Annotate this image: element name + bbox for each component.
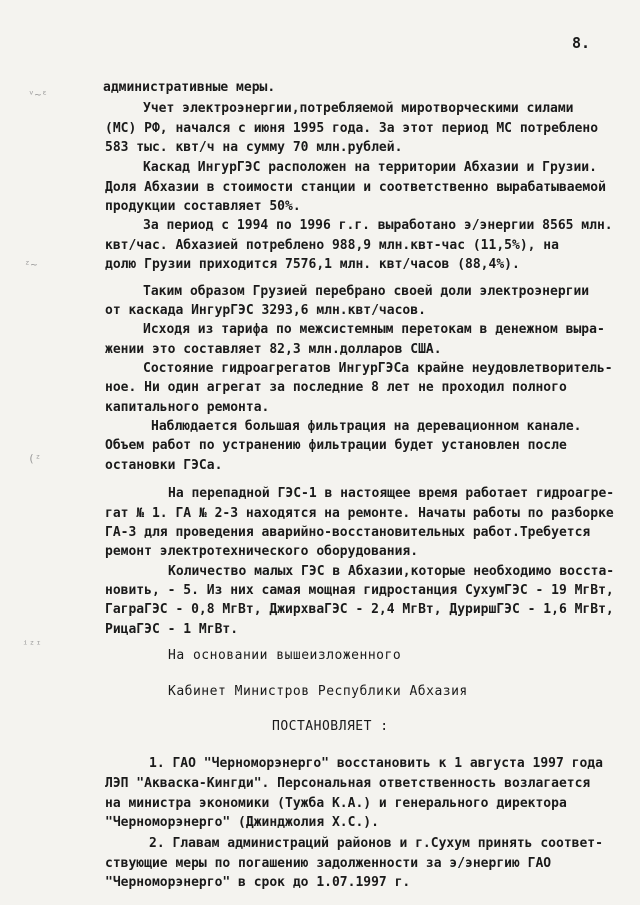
text-line: Каскад ИнгурГЭС расположен на территории Абхазии и Грузии. bbox=[143, 160, 597, 175]
text-line: от каскада ИнгурГЭС 3293,6 млн.квт/часов. bbox=[105, 303, 426, 318]
margin-mark: ᶻ~ bbox=[24, 258, 38, 271]
text-line: 583 тыс. квт/ч на сумму 70 млн.рублей. bbox=[105, 140, 403, 155]
text-line: квт/час. Абхазией потреблено 988,9 млн.квт-час (11,5%), на bbox=[105, 238, 559, 253]
text-line: 1. ГАО "Черноморэнерго" восстановить к 1 августа 1997 года bbox=[149, 756, 603, 771]
text-line: На перепадной ГЭС-1 в настоящее время работает гидроагре- bbox=[168, 486, 615, 501]
text-line: 2. Главам администраций районов и г.Сухум принять соответ- bbox=[149, 836, 603, 851]
text-line: гат № 1. ГА № 2-3 находятся на ремонте. Начаты работы по разборке bbox=[105, 506, 614, 521]
text-line: "Черноморэнерго" в срок до 1.07.1997 г. bbox=[105, 875, 411, 890]
text-line: На основании вышеизложенного bbox=[168, 648, 402, 663]
decree-heading: ПОСТАНОВЛЯЕТ : bbox=[272, 719, 389, 734]
text-line: ремонт электротехнического оборудования. bbox=[105, 544, 419, 559]
text-line: ствующие меры по погашению задолженности за э/энергию ГАО bbox=[105, 856, 552, 871]
text-line: Доля Абхазии в стоимости станции и соответственно вырабатываемой bbox=[105, 180, 606, 195]
text-line: ГаграГЭС - 0,8 МгВт, ДжирхваГЭС - 2,4 МгВт, ДуриршГЭС - 1,6 МгВт, bbox=[105, 602, 614, 617]
text-line: административные меры. bbox=[103, 80, 276, 95]
text-line: долю Грузии приходится 7576,1 млн. квт/часов (88,4%). bbox=[105, 257, 520, 272]
text-line: Объем работ по устранению фильтрации будет установлен после bbox=[105, 438, 567, 453]
text-line: РицаГЭС - 1 МгВт. bbox=[105, 622, 239, 637]
margin-mark: ᵛ~ᵋ bbox=[28, 88, 48, 101]
text-line: Состояние гидроагрегатов ИнгурГЭСа крайне неудовлетворитель- bbox=[143, 361, 613, 376]
text-line: Учет электроэнергии,потребляемой миротворческими силами bbox=[143, 101, 574, 116]
text-line: на министра экономики (Тужба К.А.) и генерального директора bbox=[105, 796, 567, 811]
text-line: За период с 1994 по 1996 г.г. выработано э/энергии 8565 млн. bbox=[143, 218, 613, 233]
text-line: остановки ГЭСа. bbox=[105, 458, 223, 473]
text-line: жении это составляет 82,3 млн.долларов США. bbox=[105, 342, 442, 357]
text-line: Наблюдается большая фильтрация на деревационном канале. bbox=[151, 419, 582, 434]
text-line: (МС) РФ, начался с июня 1995 года. За этот период МС потреблено bbox=[105, 121, 599, 136]
text-line: Кабинет Министров Республики Абхазия bbox=[168, 684, 468, 699]
text-line: капитального ремонта. bbox=[105, 400, 270, 415]
text-line: продукции составляет 50%. bbox=[105, 199, 301, 214]
text-line: Таким образом Грузией перебрано своей доли электроэнергии bbox=[143, 284, 590, 299]
page-number: 8. bbox=[572, 34, 591, 52]
text-line: Количество малых ГЭС в Абхазии,которые необходимо восста- bbox=[168, 564, 615, 579]
margin-mark: ⁱᶻᶦ bbox=[22, 638, 42, 651]
margin-mark: (ᶻ bbox=[28, 452, 42, 465]
text-line: "Черноморэнерго" (Джинджолия Х.С.). bbox=[105, 815, 379, 830]
text-line: ЛЭП "Акваска-Кингди". Персональная ответственность возлагается bbox=[105, 776, 591, 791]
text-line: ГА-3 для проведения аварийно-восстановительных работ.Требуется bbox=[105, 525, 591, 540]
text-line: новить, - 5. Из них самая мощная гидростанция СухумГЭС - 19 МгВт, bbox=[105, 583, 614, 598]
text-line: Исходя из тарифа по межсистемным перетокам в денежном выра- bbox=[143, 322, 605, 337]
text-line: ное. Ни один агрегат за последние 8 лет не проходил полного bbox=[105, 380, 567, 395]
